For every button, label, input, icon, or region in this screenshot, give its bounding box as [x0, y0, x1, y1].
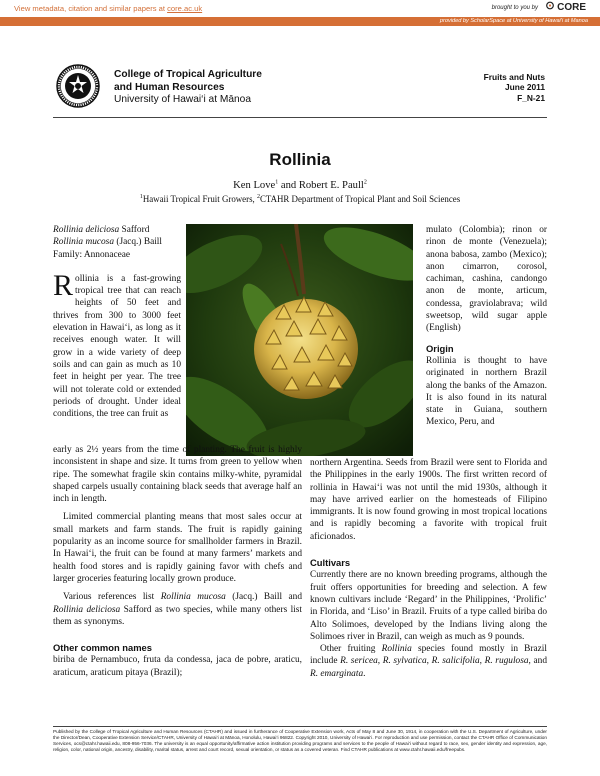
core-logo-text: CORE [557, 2, 586, 13]
species-5: R. emarginata [310, 668, 364, 679]
species-sep-2: , [426, 656, 432, 667]
references-text-c: Safford as two species, while many others list them as synonyms. [53, 604, 303, 627]
affil-2-sup: 2 [256, 194, 260, 201]
provided-by-label: provided by ScholarSpace at University of Hawai'i at Manoa [439, 18, 588, 24]
drop-cap: R [53, 268, 74, 302]
sci-name-1-auth: Safford [119, 225, 150, 235]
species-genus: Rollinia [381, 644, 412, 655]
species-2: R. sylvatica [382, 656, 427, 667]
core-logo[interactable] [546, 1, 586, 13]
header-rule [53, 117, 547, 118]
affil-1-sup: 1 [139, 194, 143, 201]
species-4: R. rugulosa [484, 656, 529, 667]
core-logo-icon [546, 2, 557, 13]
author-1: Ken Love [233, 180, 276, 191]
intro-text: ollinia is a fast-growing tropical tree that can reach heights of 50 feet and thrives from 300 to 3000 feet elevation in Hawai‘i, as long as it receives enough water. It will grow in a wide variety of deep soils and can gain as much as 10 feet in height per year. The tree will not tolerate cold or extended periods of drought. Under ideal conditions, the tree can fruit as [53, 273, 181, 420]
core-metadata-link[interactable] [14, 4, 202, 13]
intro-paragraph [53, 268, 181, 421]
references-sci-1: Rollinia mucosa [160, 592, 226, 603]
intro-continued: early as 2½ years from the time of planting. The fruit is highly inconsistent in shape and size. It turns from green to yellow when ripe. The somewhat fragile skin contains milky-white, pyramidal shaped carpels usually containing black seeds that average half an inch in length. [53, 445, 302, 505]
author-2-sup: 2 [363, 179, 367, 186]
rollinia-fruit-photo [186, 224, 413, 456]
footer-rule [53, 726, 547, 727]
authors-line [0, 180, 600, 191]
references-text-a: Various references list [63, 592, 161, 603]
species-text-b: species found mostly in Brazil include [310, 644, 547, 667]
college-name [114, 69, 262, 107]
affiliations-line [0, 194, 600, 204]
brought-by-label: brought to you by [491, 5, 538, 11]
series-date: June 2011 [504, 82, 545, 93]
origin-continued: northern Argentina. Seeds from Brazil were sent to Florida and the Philippines in the early 1900s. The first written record of rollinia in Hawai‘i was not until the mid 1930s, although it may have arrived earlier on the homesteads of Filipino immigrants. It is now found growing in most tropical locations and is rapidly becoming a favorite with tropical fruit aficionados. [310, 458, 547, 542]
publication-footer: Published by the College of Tropical Agriculture and Human Resources (CTAHR) and issued in furtherance of Cooperative Extension work, Acts of May 8 and June 30, 1914, in cooperation with the U.S. Department of Agriculture, under the Director/Dean, Cooperative Extension Service/CTAHR, University of Hawai‘i at Mānoa, Honolulu, Hawai‘i 96822. Copyright 2010, University of Hawai‘i. For reproduction and use permission, contact the CTAHR Office of Communication Services, ocs@ctahr.hawaii.edu, 808-956-7036. The university is an equal opportunity/affirmative action institution providing programs and services to the people of Hawai‘i without regard to race, sex, gender identity and expression, age, religion, color, national origin, ancestry, disability, marital status, arrest and court record, sexual orientation, or status as a covered veteran. Find CTAHR publications at www.ctahr.hawaii.edu/freepubs. [53, 729, 547, 753]
species-paragraph [310, 643, 547, 680]
species-end: . [363, 668, 366, 679]
college-line-1: College of Tropical Agriculture [114, 69, 262, 80]
species-sep-4: , and [528, 656, 548, 667]
references-text-b: (Jacq.) Baill and [225, 592, 303, 603]
affil-1: Hawaii Tropical Fruit Growers, [142, 194, 257, 204]
species-sep-3: , [479, 656, 485, 667]
college-line-2: and Human Resources [114, 81, 225, 93]
ctahr-seal-icon [56, 64, 100, 108]
family-line: Family: Annonaceae [53, 249, 131, 260]
series-code: F_N-21 [517, 92, 545, 103]
cultivars-heading: Cultivars [310, 557, 351, 569]
references-paragraph [53, 591, 302, 628]
series-info [484, 72, 545, 103]
species-1: R. sericea [340, 656, 378, 667]
core-link-text[interactable]: core.ac.uk [167, 4, 203, 13]
cultivars-paragraph: Currently there are no known breeding programs, although the fruit offers opportunities for breeding and selection. A few known cultivars include ‘Regard’ in the Philippines, ‘Prolific’ in Florida, and ‘Liso’ in Brazil. Fruits of a type called biriba do Alto Solimoes, developed by the Indians living along the Solimoes river in Brazil, can weigh as much as 9 pounds. [310, 570, 547, 642]
other-names-continued: mulato (Colombia); rinon or rinon de monte (Venezuela); anona babosa, zambo (Mexico); anon cimarron, corosol, cachiman, cashina, candongo anon de monte, articum, condessa, graviolabrava; wild sweetsop, wild sugar apple (English) [426, 225, 547, 334]
other-names-heading: Other common names [53, 642, 152, 654]
series-name: Fruits and Nuts [483, 72, 545, 82]
author-2: Robert E. Paull [298, 180, 364, 191]
other-names-paragraph: biriba de Pernambuco, fruta da condessa, jaca de pobre, araticu, araticum, araticum pitaya (Brazil); [53, 655, 302, 678]
core-bar [0, 0, 600, 28]
sci-name-2: Rollinia mucosa [53, 237, 114, 248]
species-sep-1: , [377, 656, 383, 667]
author-1-sup: 1 [275, 179, 279, 186]
authors-and: and [278, 180, 299, 191]
college-line-3: University of Hawai‘i at Mānoa [114, 94, 252, 105]
core-link-prefix: View metadata, citation and similar papers at [14, 4, 168, 13]
species-text-a: Other fruiting [320, 644, 382, 655]
scientific-name-1 [53, 224, 181, 236]
provided-by-bar [0, 17, 600, 26]
sci-name-2-auth: (Jacq.) Baill [114, 237, 163, 248]
left-column-top [53, 224, 181, 420]
affil-2: CTAHR Department of Tropical Plant and Soil Sciences [259, 194, 461, 204]
right-column-top [426, 224, 547, 429]
right-column-bottom [310, 457, 547, 680]
references-sci-2: Rollinia deliciosa [53, 604, 121, 615]
left-column-bottom [53, 444, 302, 679]
origin-paragraph: Rollinia is thought to have originated in northern Brazil along the banks of the Amazon. It is also found in its natural state in Guiana, southern Mexico, Peru, and [426, 355, 547, 428]
scientific-name-2 [53, 236, 181, 248]
species-3: R. salicifolia [431, 656, 480, 667]
origin-heading: Origin [426, 342, 454, 354]
sci-name-1: Rollinia deliciosa [53, 225, 120, 235]
page-title: Rollinia [269, 150, 331, 169]
commercial-paragraph: Limited commercial planting means that most sales occur at small markets and farm stands. The fruit is rapidly gaining popularity as an income source for smallholder farmers in Brazil. In Hawai‘i, the fruit can be found at many farmers’ markets and health food stores and is rapidly gaining favor with chefs and larger groceries featuring locally grown produce. [53, 512, 302, 584]
